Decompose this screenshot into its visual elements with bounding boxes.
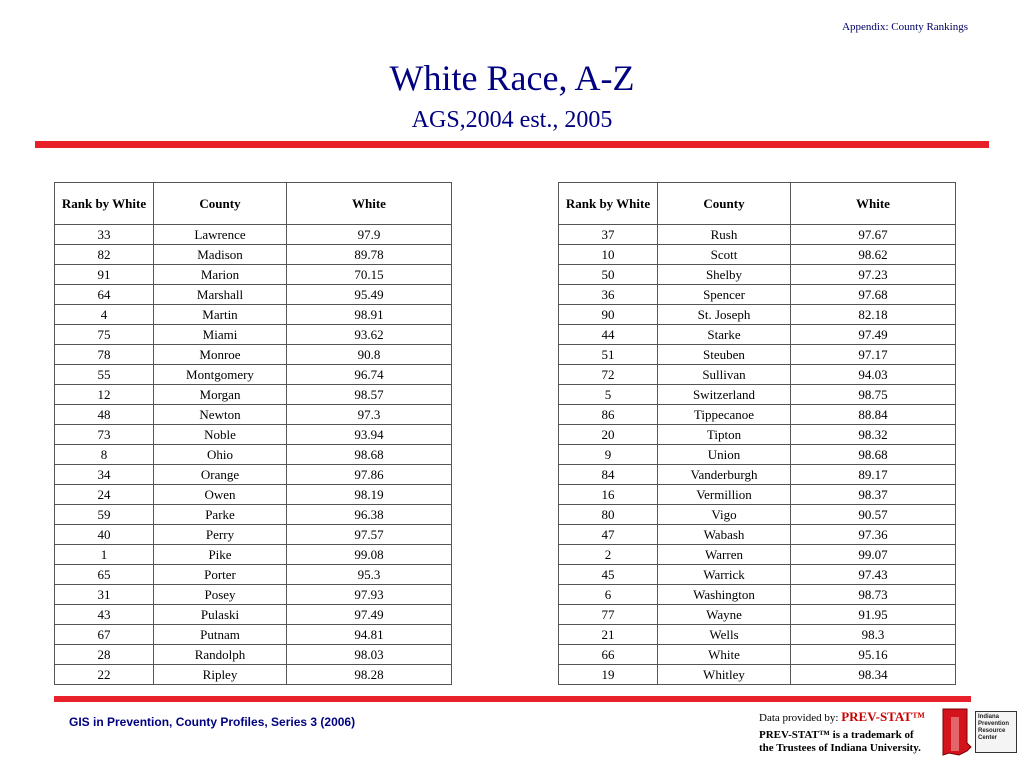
bottom-divider <box>54 696 971 702</box>
rank-cell: 20 <box>559 425 658 445</box>
white-percent-cell: 97.3 <box>287 405 452 425</box>
table-row <box>559 605 956 625</box>
rankings-table-right <box>558 182 956 685</box>
rank-cell: 59 <box>55 505 154 525</box>
table-row <box>559 505 956 525</box>
rank-cell: 78 <box>55 345 154 365</box>
table-row <box>55 245 452 265</box>
table-row <box>559 445 956 465</box>
rank-cell: 66 <box>559 645 658 665</box>
rank-cell: 80 <box>559 505 658 525</box>
rank-cell: 45 <box>559 565 658 585</box>
white-percent-cell: 98.68 <box>791 445 956 465</box>
table-row <box>559 645 956 665</box>
white-percent-cell: 93.62 <box>287 325 452 345</box>
county-cell: Steuben <box>658 345 791 365</box>
rank-cell: 77 <box>559 605 658 625</box>
white-percent-cell: 97.23 <box>791 265 956 285</box>
county-cell: Warrick <box>658 565 791 585</box>
table-row <box>55 505 452 525</box>
white-percent-cell: 98.03 <box>287 645 452 665</box>
rank-cell: 4 <box>55 305 154 325</box>
trademark-line-1: PREV-STAT™ is a trademark of <box>759 729 914 741</box>
white-percent-cell: 97.67 <box>791 225 956 245</box>
table-row <box>55 545 452 565</box>
white-percent-cell: 97.36 <box>791 525 956 545</box>
white-percent-cell: 88.84 <box>791 405 956 425</box>
rank-cell: 40 <box>55 525 154 545</box>
white-percent-cell: 98.75 <box>791 385 956 405</box>
header-rank: Rank by White <box>559 183 658 225</box>
county-cell: Tipton <box>658 425 791 445</box>
county-cell: Perry <box>154 525 287 545</box>
county-cell: Union <box>658 445 791 465</box>
rank-cell: 50 <box>559 265 658 285</box>
rank-cell: 2 <box>559 545 658 565</box>
table-row <box>559 665 956 685</box>
rank-cell: 28 <box>55 645 154 665</box>
brand-name: PREV-STAT™ <box>841 709 925 724</box>
rank-cell: 24 <box>55 485 154 505</box>
table-row <box>55 605 452 625</box>
table-row <box>559 485 956 505</box>
county-cell: Newton <box>154 405 287 425</box>
table-row <box>55 465 452 485</box>
rank-cell: 5 <box>559 385 658 405</box>
table-row <box>559 625 956 645</box>
white-percent-cell: 97.93 <box>287 585 452 605</box>
county-cell: Scott <box>658 245 791 265</box>
rank-cell: 9 <box>559 445 658 465</box>
iprc-logo <box>939 707 1017 755</box>
county-cell: Noble <box>154 425 287 445</box>
county-cell: Vigo <box>658 505 791 525</box>
table-row <box>55 225 452 245</box>
white-percent-cell: 97.43 <box>791 565 956 585</box>
table-row <box>55 345 452 365</box>
footer-credits <box>759 710 925 755</box>
rank-cell: 73 <box>55 425 154 445</box>
table-row <box>55 405 452 425</box>
indiana-map-icon <box>939 707 973 757</box>
rank-cell: 47 <box>559 525 658 545</box>
table-row <box>559 545 956 565</box>
rank-cell: 43 <box>55 605 154 625</box>
table-body-right <box>559 225 956 685</box>
white-percent-cell: 95.16 <box>791 645 956 665</box>
county-cell: Rush <box>658 225 791 245</box>
rank-cell: 6 <box>559 585 658 605</box>
white-percent-cell: 70.15 <box>287 265 452 285</box>
rank-cell: 8 <box>55 445 154 465</box>
appendix-label: Appendix: County Rankings <box>842 21 968 33</box>
county-cell: Washington <box>658 585 791 605</box>
white-percent-cell: 95.3 <box>287 565 452 585</box>
table-row <box>55 265 452 285</box>
footer-series-label: GIS in Prevention, County Profiles, Series 3 (2006) <box>69 715 356 729</box>
county-cell: Marion <box>154 265 287 285</box>
white-percent-cell: 94.81 <box>287 625 452 645</box>
rank-cell: 90 <box>559 305 658 325</box>
county-cell: St. Joseph <box>658 305 791 325</box>
table-row <box>55 665 452 685</box>
county-cell: Shelby <box>658 265 791 285</box>
white-percent-cell: 98.73 <box>791 585 956 605</box>
county-cell: Porter <box>154 565 287 585</box>
rank-cell: 19 <box>559 665 658 685</box>
rank-cell: 36 <box>559 285 658 305</box>
table-row <box>559 425 956 445</box>
header-white: White <box>287 183 452 225</box>
white-percent-cell: 98.62 <box>791 245 956 265</box>
table-row <box>55 285 452 305</box>
white-percent-cell: 98.19 <box>287 485 452 505</box>
white-percent-cell: 98.34 <box>791 665 956 685</box>
white-percent-cell: 82.18 <box>791 305 956 325</box>
county-cell: Wells <box>658 625 791 645</box>
rank-cell: 51 <box>559 345 658 365</box>
rank-cell: 16 <box>559 485 658 505</box>
county-cell: Whitley <box>658 665 791 685</box>
table-row <box>559 585 956 605</box>
county-cell: Switzerland <box>658 385 791 405</box>
table-row <box>559 365 956 385</box>
table-row <box>559 385 956 405</box>
table-row <box>559 525 956 545</box>
table-row <box>559 285 956 305</box>
county-cell: White <box>658 645 791 665</box>
table-row <box>55 625 452 645</box>
county-cell: Orange <box>154 465 287 485</box>
rank-cell: 84 <box>559 465 658 485</box>
table-row <box>55 585 452 605</box>
county-cell: Vanderburgh <box>658 465 791 485</box>
rank-cell: 82 <box>55 245 154 265</box>
rank-cell: 33 <box>55 225 154 245</box>
rank-cell: 31 <box>55 585 154 605</box>
county-cell: Putnam <box>154 625 287 645</box>
table-row <box>55 365 452 385</box>
rank-cell: 12 <box>55 385 154 405</box>
white-percent-cell: 98.37 <box>791 485 956 505</box>
table-row <box>559 345 956 365</box>
white-percent-cell: 99.07 <box>791 545 956 565</box>
rank-cell: 64 <box>55 285 154 305</box>
header-county: County <box>658 183 791 225</box>
county-cell: Sullivan <box>658 365 791 385</box>
table-header-row <box>55 183 452 225</box>
county-cell: Ohio <box>154 445 287 465</box>
rank-cell: 72 <box>559 365 658 385</box>
county-cell: Monroe <box>154 345 287 365</box>
county-cell: Pike <box>154 545 287 565</box>
table-row <box>55 325 452 345</box>
county-cell: Spencer <box>658 285 791 305</box>
county-cell: Madison <box>154 245 287 265</box>
data-provided-label: Data provided by: <box>759 712 839 724</box>
rank-cell: 44 <box>559 325 658 345</box>
page-title: White Race, A-Z <box>389 58 635 98</box>
trademark-line-2: the Trustees of Indiana University. <box>759 742 921 754</box>
white-percent-cell: 98.57 <box>287 385 452 405</box>
table-row <box>55 645 452 665</box>
rankings-table-left <box>54 182 452 685</box>
rank-cell: 91 <box>55 265 154 285</box>
rank-cell: 86 <box>559 405 658 425</box>
white-percent-cell: 98.28 <box>287 665 452 685</box>
page-subtitle: AGS,2004 est., 2005 <box>411 107 613 133</box>
rank-cell: 75 <box>55 325 154 345</box>
table-header-row <box>559 183 956 225</box>
white-percent-cell: 98.3 <box>791 625 956 645</box>
white-percent-cell: 97.86 <box>287 465 452 485</box>
top-divider <box>35 141 989 148</box>
white-percent-cell: 98.91 <box>287 305 452 325</box>
county-cell: Martin <box>154 305 287 325</box>
table-row <box>559 265 956 285</box>
rank-cell: 67 <box>55 625 154 645</box>
county-cell: Pulaski <box>154 605 287 625</box>
white-percent-cell: 98.32 <box>791 425 956 445</box>
rank-cell: 55 <box>55 365 154 385</box>
rank-cell: 1 <box>55 545 154 565</box>
header-white: White <box>791 183 956 225</box>
white-percent-cell: 97.57 <box>287 525 452 545</box>
white-percent-cell: 96.74 <box>287 365 452 385</box>
table-row <box>55 385 452 405</box>
white-percent-cell: 91.95 <box>791 605 956 625</box>
white-percent-cell: 97.9 <box>287 225 452 245</box>
table-row <box>55 525 452 545</box>
table-row <box>559 565 956 585</box>
county-cell: Warren <box>658 545 791 565</box>
table-row <box>559 325 956 345</box>
rank-cell: 10 <box>559 245 658 265</box>
white-percent-cell: 89.17 <box>791 465 956 485</box>
rank-cell: 21 <box>559 625 658 645</box>
rank-cell: 48 <box>55 405 154 425</box>
table-row <box>55 425 452 445</box>
rank-cell: 65 <box>55 565 154 585</box>
white-percent-cell: 96.38 <box>287 505 452 525</box>
logo-text: Indiana Prevention Resource Center <box>975 711 1017 753</box>
rank-cell: 37 <box>559 225 658 245</box>
county-cell: Wabash <box>658 525 791 545</box>
white-percent-cell: 94.03 <box>791 365 956 385</box>
county-cell: Randolph <box>154 645 287 665</box>
table-row <box>559 465 956 485</box>
white-percent-cell: 99.08 <box>287 545 452 565</box>
white-percent-cell: 90.8 <box>287 345 452 365</box>
table-body-left <box>55 225 452 685</box>
county-cell: Marshall <box>154 285 287 305</box>
white-percent-cell: 97.49 <box>791 325 956 345</box>
table-row <box>55 305 452 325</box>
table-row <box>559 245 956 265</box>
table-row <box>55 565 452 585</box>
table-row <box>559 405 956 425</box>
rank-cell: 22 <box>55 665 154 685</box>
header-rank: Rank by White <box>55 183 154 225</box>
white-percent-cell: 95.49 <box>287 285 452 305</box>
county-cell: Montgomery <box>154 365 287 385</box>
county-cell: Parke <box>154 505 287 525</box>
white-percent-cell: 97.49 <box>287 605 452 625</box>
county-cell: Miami <box>154 325 287 345</box>
county-cell: Owen <box>154 485 287 505</box>
rank-cell: 34 <box>55 465 154 485</box>
table-row <box>559 225 956 245</box>
header-county: County <box>154 183 287 225</box>
county-cell: Ripley <box>154 665 287 685</box>
county-cell: Starke <box>658 325 791 345</box>
table-row <box>559 305 956 325</box>
county-cell: Morgan <box>154 385 287 405</box>
county-cell: Wayne <box>658 605 791 625</box>
table-row <box>55 445 452 465</box>
white-percent-cell: 98.68 <box>287 445 452 465</box>
white-percent-cell: 90.57 <box>791 505 956 525</box>
county-cell: Vermillion <box>658 485 791 505</box>
county-cell: Posey <box>154 585 287 605</box>
white-percent-cell: 93.94 <box>287 425 452 445</box>
county-cell: Lawrence <box>154 225 287 245</box>
white-percent-cell: 97.17 <box>791 345 956 365</box>
white-percent-cell: 97.68 <box>791 285 956 305</box>
county-cell: Tippecanoe <box>658 405 791 425</box>
white-percent-cell: 89.78 <box>287 245 452 265</box>
table-row <box>55 485 452 505</box>
